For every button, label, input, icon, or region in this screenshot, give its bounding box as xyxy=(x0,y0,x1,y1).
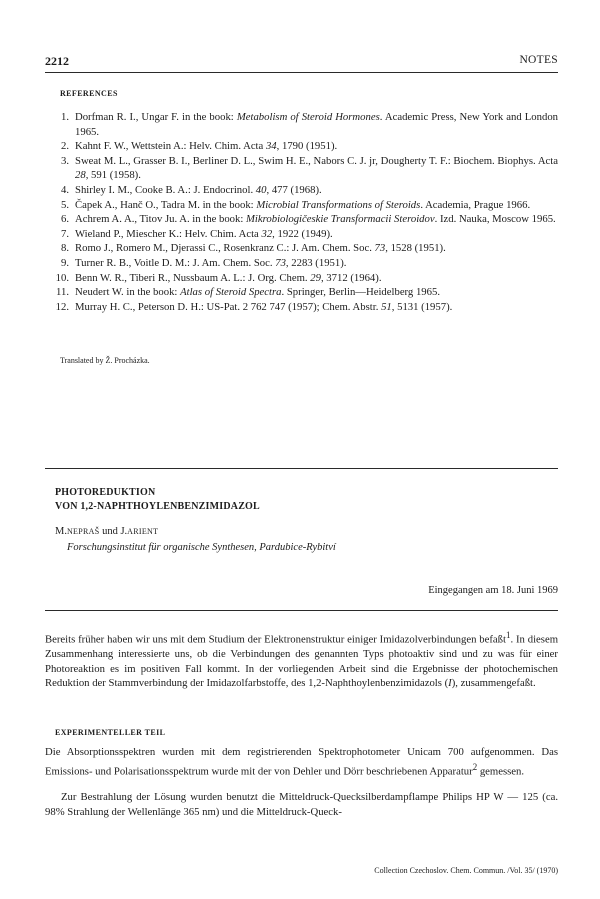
reference-number: 11. xyxy=(56,286,69,299)
translator-credit: Translated by Ž. Procházka. xyxy=(60,356,150,365)
reference-text: Benn W. R., Tiberi R., Nussbaum A. L.: J. Org. Chem. 29, 3712 (1964). xyxy=(75,271,382,284)
reference-number: 2. xyxy=(60,140,69,153)
references-list xyxy=(45,110,558,314)
reference-text: Kahnt F. W., Wettstein A.: Helv. Chim. Acta 34, 1790 (1951). xyxy=(75,140,338,153)
reference-item xyxy=(45,285,558,300)
reference-item xyxy=(45,300,558,315)
article-title xyxy=(55,486,260,513)
reference-item xyxy=(45,227,558,242)
running-head xyxy=(45,54,558,70)
body-paragraph: Die Absorptionsspektren wurden mit dem registrierenden Spektrophotometer Unicam 700 aufgenommen. Das Emissions- und Polarisationsspektrum wurde mit der von Dehler und Dörr beschriebenen Apparatur$^2$ gemessen. xyxy=(45,746,558,778)
reference-item xyxy=(45,256,558,271)
body-paragraph: Zur Bestrahlung der Lösung wurden benutzt die Mitteldruck-Quecksilberdampflampe Philips HP W — 125 (ca. 98% Strahlung der Wellenlänge 365 nm) und die Mitteldruck-Queck- xyxy=(45,791,558,818)
affiliation: Forschungsinstitut für organische Synthesen, Pardubice-Rybitví xyxy=(67,542,336,553)
author-initial: M. xyxy=(55,526,67,537)
author-separator: und xyxy=(99,526,121,537)
body-paragraph: Bereits früher haben wir uns mit dem Studium der Elektronenstruktur einiger Imidazolverbindungen befaßt$^1$. In diesem Zusammenhang interessierte uns, ob die Verbindungen des genannten Typs photoaktiv sind und zu was für einer Photoreaktion es im positiven Fall kommt. In der vorliegenden Arbeit sind die Ergebnisse der photochemischen Reduktion der Stammverbindung der Imidazolfarbstoffe, des 1,2-Naphthoylenbenzimidazols (I), zusammengefaßt. xyxy=(45,630,559,690)
reference-number: 8. xyxy=(60,242,69,255)
reference-number: 4. xyxy=(60,183,69,196)
reference-text: Turner R. B., Voitle D. M.: J. Am. Chem. Soc. 73, 2283 (1951). xyxy=(75,256,347,269)
reference-text: Dorfman R. I., Ungar F. in the book: Metabolism of Steroid Hormones. Academic Press, New York and London 1965. xyxy=(75,111,559,138)
reference-text: Čapek A., Hanč O., Tadra M. in the book: Microbial Transformations of Steroids. Academia, Prague 1966. xyxy=(75,198,531,211)
reference-text: Wieland P., Miescher K.: Helv. Chim. Acta 32, 1922 (1949). xyxy=(75,227,333,240)
reference-item xyxy=(45,110,558,139)
reference-item xyxy=(45,198,558,213)
references-heading: REFERENCES xyxy=(60,89,118,98)
experimental-heading: EXPERIMENTELLER TEIL xyxy=(55,728,166,737)
reference-number: 6. xyxy=(60,213,69,226)
reference-text: Shirley I. M., Cooke B. A.: J. Endocrinol. 40, 477 (1968). xyxy=(75,183,322,196)
reference-number: 7. xyxy=(60,227,69,240)
article-title-line: PHOTOREDUKTION xyxy=(55,487,156,498)
page-number: 2212 xyxy=(45,54,69,68)
received-date: Eingegangen am 18. Juni 1969 xyxy=(428,585,558,596)
reference-text: Murray H. C., Peterson D. H.: US-Pat. 2 762 747 (1957); Chem. Abstr. 51, 5131 (1957). xyxy=(75,300,453,313)
reference-item xyxy=(45,154,558,183)
reference-text: Achrem A. A., Titov Ju. A. in the book: Mikrobiologičeskie Transformacii Steroidov. Izd. Nauka, Moscow 1965. xyxy=(75,213,556,226)
received-rule xyxy=(45,610,558,611)
article-separator-rule xyxy=(45,468,558,469)
authors xyxy=(55,526,158,537)
reference-number: 1. xyxy=(60,111,69,123)
reference-text: Romo J., Romero M., Djerassi C., Rosenkranz C.: J. Am. Chem. Soc. 73, 1528 (1951). xyxy=(75,242,446,255)
reference-number: 5. xyxy=(60,198,69,211)
reference-item xyxy=(45,139,558,154)
reference-text: Neudert W. in the book: Atlas of Steroid Spectra. Springer, Berlin—Heidelberg 1965. xyxy=(75,286,440,299)
author-surname: ARIENT xyxy=(127,527,159,536)
header-rule xyxy=(45,72,558,73)
reference-item xyxy=(45,241,558,256)
author-surname: NEPRAŠ xyxy=(66,527,100,536)
author-initial: J. xyxy=(120,526,128,537)
reference-number: 12. xyxy=(55,300,69,313)
reference-number: 9. xyxy=(60,256,69,269)
reference-item xyxy=(45,212,558,227)
section-name: NOTES xyxy=(519,54,558,66)
reference-item xyxy=(45,271,558,286)
journal-footer: Collection Czechoslov. Chem. Commun. /Vol. 35/ (1970) xyxy=(374,866,558,875)
reference-number: 10. xyxy=(55,271,69,284)
article-title-line: VON 1,2-NAPHTHOYLENBENZIMIDAZOL xyxy=(55,500,260,512)
reference-text: Sweat M. L., Grasser B. I., Berliner D. L., Swim H. E., Nabors C. J. jr, Dougherty T. F.: Biochem. Biophys. Acta 28, 591 (1958). xyxy=(75,154,558,182)
reference-item xyxy=(45,183,558,198)
reference-number: 3. xyxy=(60,154,69,167)
